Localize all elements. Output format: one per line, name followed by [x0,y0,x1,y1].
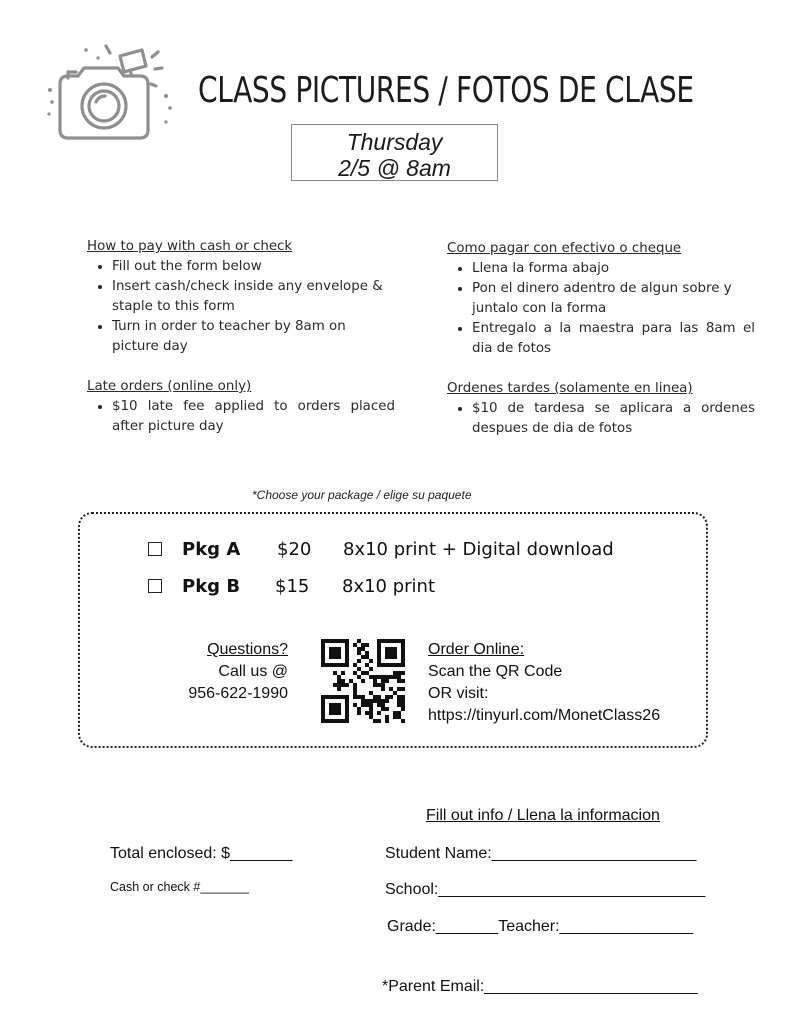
package-a-price: $20 [277,539,312,560]
contact-section [160,639,288,705]
list-item: • Llena la forma abajo [472,259,755,279]
form-heading: Fill out info / Llena la informacion [426,807,660,824]
total-enclosed-field[interactable]: Total enclosed: $_______ [110,845,293,862]
date-day: Thursday [346,129,443,155]
spanish-late-section [447,379,755,439]
order-url-link[interactable]: https://tinyurl.com/MonetClass26 [428,707,661,724]
date-time: 2/5 @ 8am [338,155,451,181]
qr-code-icon[interactable] [321,639,405,723]
english-pay-section [87,237,395,357]
list-item: • $10 late fee applied to orders placed after picture day [112,397,395,437]
order-online-section [428,639,728,727]
package-row-a[interactable] [148,538,162,559]
list-item: • Insert cash/check inside any envelope & staple to this form [112,277,395,317]
list-item: • Fill out the form below [112,257,395,277]
package-b-description: 8x10 print [342,576,436,597]
cash-check-field[interactable]: Cash or check #_______ [110,880,249,894]
order-online-label: Order Online: [428,641,525,658]
list-item: • Entregalo a la maestra para las 8am el dia de fotos [472,319,755,359]
phone-number: 956-622-1990 [188,685,288,702]
or-visit-label: OR visit: [428,685,489,702]
choose-package-note: *Choose your package / elige su paquete [252,488,472,502]
list-item: • $10 de tardesa se aplicara a ordenes despues de dia de fotos [472,399,755,439]
english-pay-heading: How to pay with cash or check [87,239,293,254]
package-a-description: 8x10 print + Digital download [343,539,614,560]
spanish-late-heading: Ordenes tardes (solamente en linea) [447,381,693,396]
list-item: • Turn in order to teacher by 8am on picture day [112,317,395,357]
school-field[interactable]: School:______________________________ [385,881,706,898]
english-late-section [87,377,395,437]
checkbox-icon[interactable] [148,579,162,593]
parent-email-field[interactable]: *Parent Email:________________________ [382,978,698,995]
spanish-pay-heading: Como pagar con efectivo o cheque [447,241,682,256]
english-late-heading: Late orders (online only) [87,379,252,394]
package-row-b[interactable] [148,575,162,596]
list-item: • Pon el dinero adentro de algun sobre y juntalo con la forma [472,279,755,319]
package-a-name: Pkg A [182,539,241,560]
grade-teacher-field[interactable]: Grade:_______Teacher:_______________ [387,918,694,935]
student-name-field[interactable]: Student Name:_______________________ [385,845,697,862]
package-b-price: $15 [275,576,310,597]
checkbox-icon[interactable] [148,542,162,556]
package-b-name: Pkg B [182,576,241,597]
spanish-pay-section [447,239,755,359]
page-title: CLASS PICTURES / FOTOS DE CLASE [198,70,694,111]
date-box [291,124,498,181]
scan-label: Scan the QR Code [428,663,563,680]
camera-icon [46,40,174,148]
call-label: Call us @ [218,663,288,680]
questions-label: Questions? [207,641,288,658]
